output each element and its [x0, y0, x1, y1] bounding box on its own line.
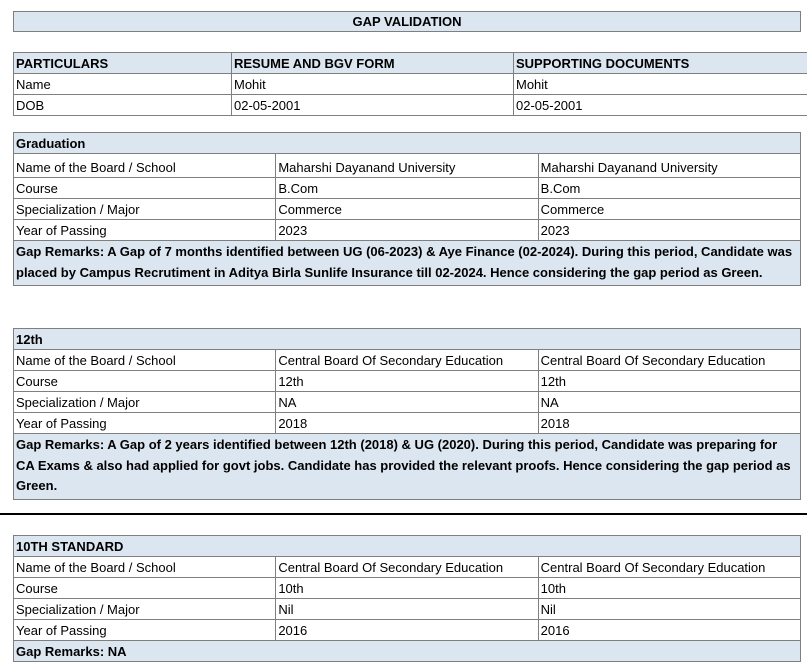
row-label: Course: [14, 371, 276, 392]
supporting-value: Central Board Of Secondary Education: [538, 350, 800, 371]
twelfth-heading: 12th: [14, 329, 801, 350]
supporting-value: 2023: [538, 220, 800, 241]
resume-value: 2018: [276, 413, 538, 434]
supporting-value: Mohit: [514, 74, 807, 95]
row-label: Specialization / Major: [14, 392, 276, 413]
tenth-table: [13, 535, 801, 662]
row-label: Name of the Board / School: [14, 350, 276, 371]
header-supporting: SUPPORTING DOCUMENTS: [514, 53, 807, 74]
row-label: Year of Passing: [14, 620, 276, 641]
resume-value: Central Board Of Secondary Education: [276, 557, 538, 578]
header-particulars: PARTICULARS: [14, 53, 232, 74]
supporting-value: Nil: [538, 599, 800, 620]
row-label: Year of Passing: [14, 220, 276, 241]
resume-value: 02-05-2001: [232, 95, 514, 116]
supporting-value: 2016: [538, 620, 800, 641]
table-row: [14, 220, 801, 241]
section-heading-row: [14, 133, 801, 154]
table-row: [14, 95, 807, 116]
table-row: [14, 578, 801, 599]
resume-value: Mohit: [232, 74, 514, 95]
tenth-gap-remarks: Gap Remarks: NA: [14, 641, 801, 662]
resume-value: 12th: [276, 371, 538, 392]
basic-info-table: [13, 52, 807, 116]
supporting-value: 12th: [538, 371, 800, 392]
resume-value: 2023: [276, 220, 538, 241]
resume-value: Maharshi Dayanand University: [276, 154, 538, 178]
table-row: [14, 74, 807, 95]
table-row: [14, 392, 801, 413]
row-label: Name of the Board / School: [14, 154, 276, 178]
supporting-value: B.Com: [538, 178, 800, 199]
resume-value: 10th: [276, 578, 538, 599]
header-row: [14, 53, 807, 74]
section-heading-row: [14, 536, 801, 557]
supporting-value: 02-05-2001: [514, 95, 807, 116]
supporting-value: Maharshi Dayanand University: [538, 154, 800, 178]
remarks-row: [14, 434, 801, 500]
table-row: [14, 178, 801, 199]
row-label: Course: [14, 578, 276, 599]
supporting-value: NA: [538, 392, 800, 413]
tenth-heading: 10TH STANDARD: [14, 536, 801, 557]
resume-value: 2016: [276, 620, 538, 641]
remarks-row: [14, 241, 801, 286]
row-label: Course: [14, 178, 276, 199]
graduation-heading: Graduation: [14, 133, 801, 154]
twelfth-table: [13, 328, 801, 500]
resume-value: Commerce: [276, 199, 538, 220]
supporting-value: 10th: [538, 578, 800, 599]
twelfth-gap-remarks: Gap Remarks: A Gap of 2 years identified between 12th (2018) & UG (2020). During this period, Candidate was preparing for CA Exams & also had applied for govt jobs. Candidate has provided the relevant proofs. Hence considering the gap period as Green.: [14, 434, 801, 500]
graduation-gap-remarks: Gap Remarks: A Gap of 7 months identified between UG (06-2023) & Aye Finance (02-2024). During this period, Candidate was placed by Campus Recrutiment in Aditya Birla Sunlife Insurance till 02-2024. Hence considering the gap period as Green.: [14, 241, 801, 286]
graduation-table: [13, 132, 801, 286]
table-row: [14, 413, 801, 434]
remarks-row: [14, 641, 801, 662]
page-title: GAP VALIDATION: [13, 11, 801, 32]
table-row: [14, 620, 801, 641]
resume-value: B.Com: [276, 178, 538, 199]
table-row: [14, 154, 801, 178]
row-label: Specialization / Major: [14, 199, 276, 220]
row-label: Name of the Board / School: [14, 557, 276, 578]
row-label: DOB: [14, 95, 232, 116]
table-row: [14, 350, 801, 371]
table-row: [14, 199, 801, 220]
supporting-value: Central Board Of Secondary Education: [538, 557, 800, 578]
section-divider: [0, 513, 807, 515]
resume-value: NA: [276, 392, 538, 413]
header-resume: RESUME AND BGV FORM: [232, 53, 514, 74]
supporting-value: 2018: [538, 413, 800, 434]
table-row: [14, 371, 801, 392]
resume-value: Central Board Of Secondary Education: [276, 350, 538, 371]
table-row: [14, 557, 801, 578]
row-label: Name: [14, 74, 232, 95]
supporting-value: Commerce: [538, 199, 800, 220]
row-label: Year of Passing: [14, 413, 276, 434]
table-row: [14, 599, 801, 620]
resume-value: Nil: [276, 599, 538, 620]
row-label: Specialization / Major: [14, 599, 276, 620]
section-heading-row: [14, 329, 801, 350]
